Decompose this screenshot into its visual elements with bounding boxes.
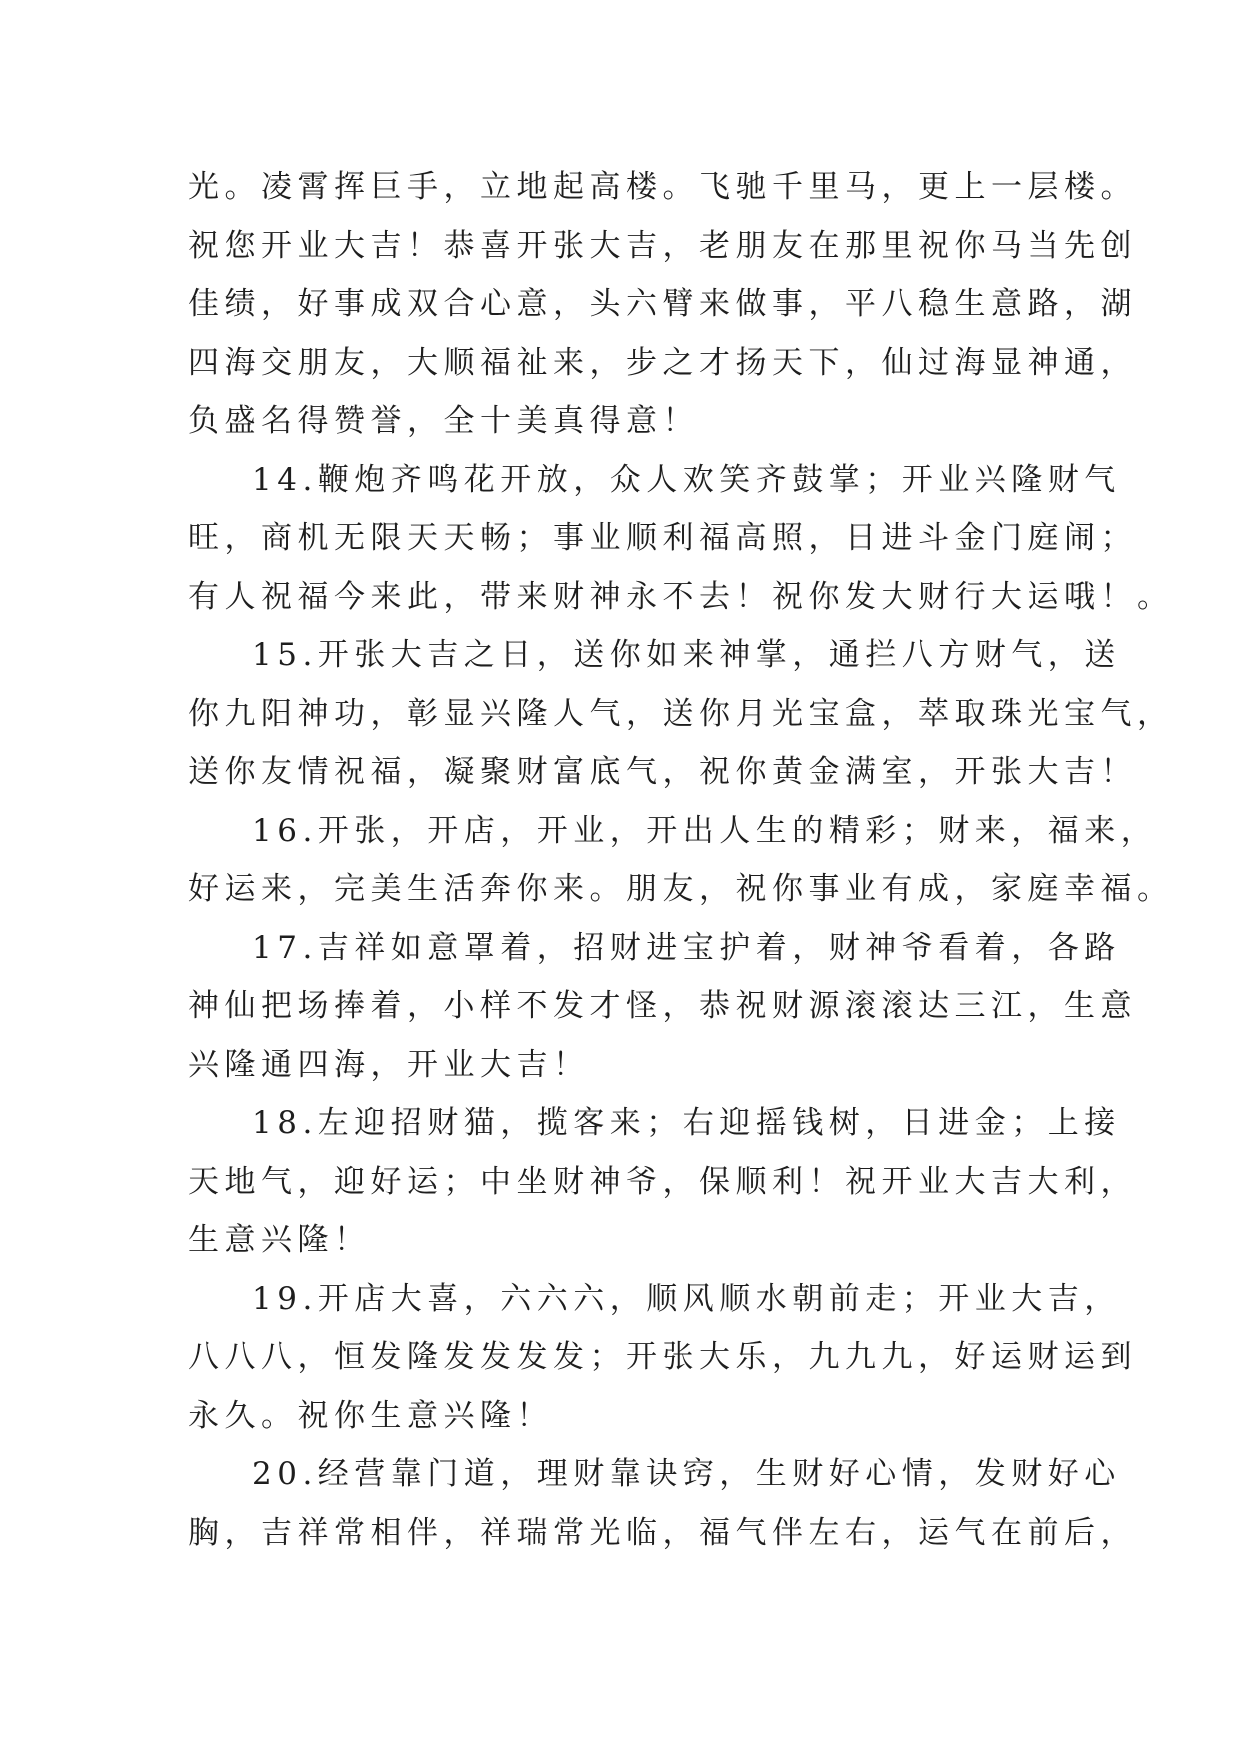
text-line: 神仙把场捧着，小样不发才怪，恭祝财源滚滚达三江，生意: [188, 988, 1137, 1024]
text-line: 祝您开业大吉！恭喜开张大吉，老朋友在那里祝你马当先创: [188, 227, 1137, 264]
text-line: 八八八，恒发隆发发发发；开张大乐，九九九，好运财运到: [188, 1339, 1137, 1375]
body-text: [188, 158, 1174, 1562]
text-line-item-20: 20.经营靠门道，理财靠诀窍，生财好心情，发财好心: [252, 1456, 1121, 1492]
text-line: 光。凌霄挥巨手，立地起高楼。飞驰千里马，更上一层楼。: [188, 169, 1137, 205]
text-line: 天地气，迎好运；中坐财神爷，保顺利！祝开业大吉大利，: [188, 1163, 1137, 1200]
text-line: 生意兴隆！: [188, 1222, 371, 1258]
text-line: 旺，商机无限天天畅；事业顺利福高照，日进斗金门庭闹；: [188, 520, 1137, 556]
text-line-item-14: 14.鞭炮齐鸣花开放，众人欢笑齐鼓掌；开业兴隆财气: [252, 461, 1121, 498]
text-line-item-17: 17.吉祥如意罩着，招财进宝护着，财神爷看着，各路: [252, 929, 1121, 966]
text-line: 永久。祝你生意兴隆！: [188, 1397, 553, 1434]
text-line: 兴隆通四海，开业大吉！: [188, 1046, 590, 1083]
text-line: 你九阳神功，彰显兴隆人气，送你月光宝盒，萃取珠光宝气，: [188, 695, 1174, 732]
text-line: 佳绩，好事成双合心意，头六臂来做事，平八稳生意路，湖: [188, 286, 1137, 322]
text-line-item-15: 15.开张大吉之日，送你如来神掌，通拦八方财气，送: [252, 637, 1121, 673]
text-line-item-19: 19.开店大喜，六六六，顺风顺水朝前走；开业大吉，: [252, 1280, 1121, 1317]
text-line: 有人祝福今来此，带来财神永不去！祝你发大财行大运哦！。: [188, 578, 1174, 615]
text-line: 四海交朋友，大顺福祉来，步之才扬天下，仙过海显神通，: [188, 344, 1137, 381]
text-line: 送你友情祝福，凝聚财富底气，祝你黄金满室，开张大吉！: [188, 754, 1137, 790]
text-line: 好运来，完美生活奔你来。朋友，祝你事业有成，家庭幸福。: [188, 871, 1174, 907]
text-line-item-18: 18.左迎招财猫，揽客来；右迎摇钱树，日进金；上接: [252, 1105, 1121, 1141]
text-line-item-16: 16.开张，开店，开业，开出人生的精彩；财来，福来，: [252, 812, 1158, 849]
text-line: 胸，吉祥常相伴，祥瑞常光临，福气伴左右，运气在前后，: [188, 1514, 1137, 1551]
text-line: 负盛名得赞誉，全十美真得意！: [188, 403, 699, 439]
